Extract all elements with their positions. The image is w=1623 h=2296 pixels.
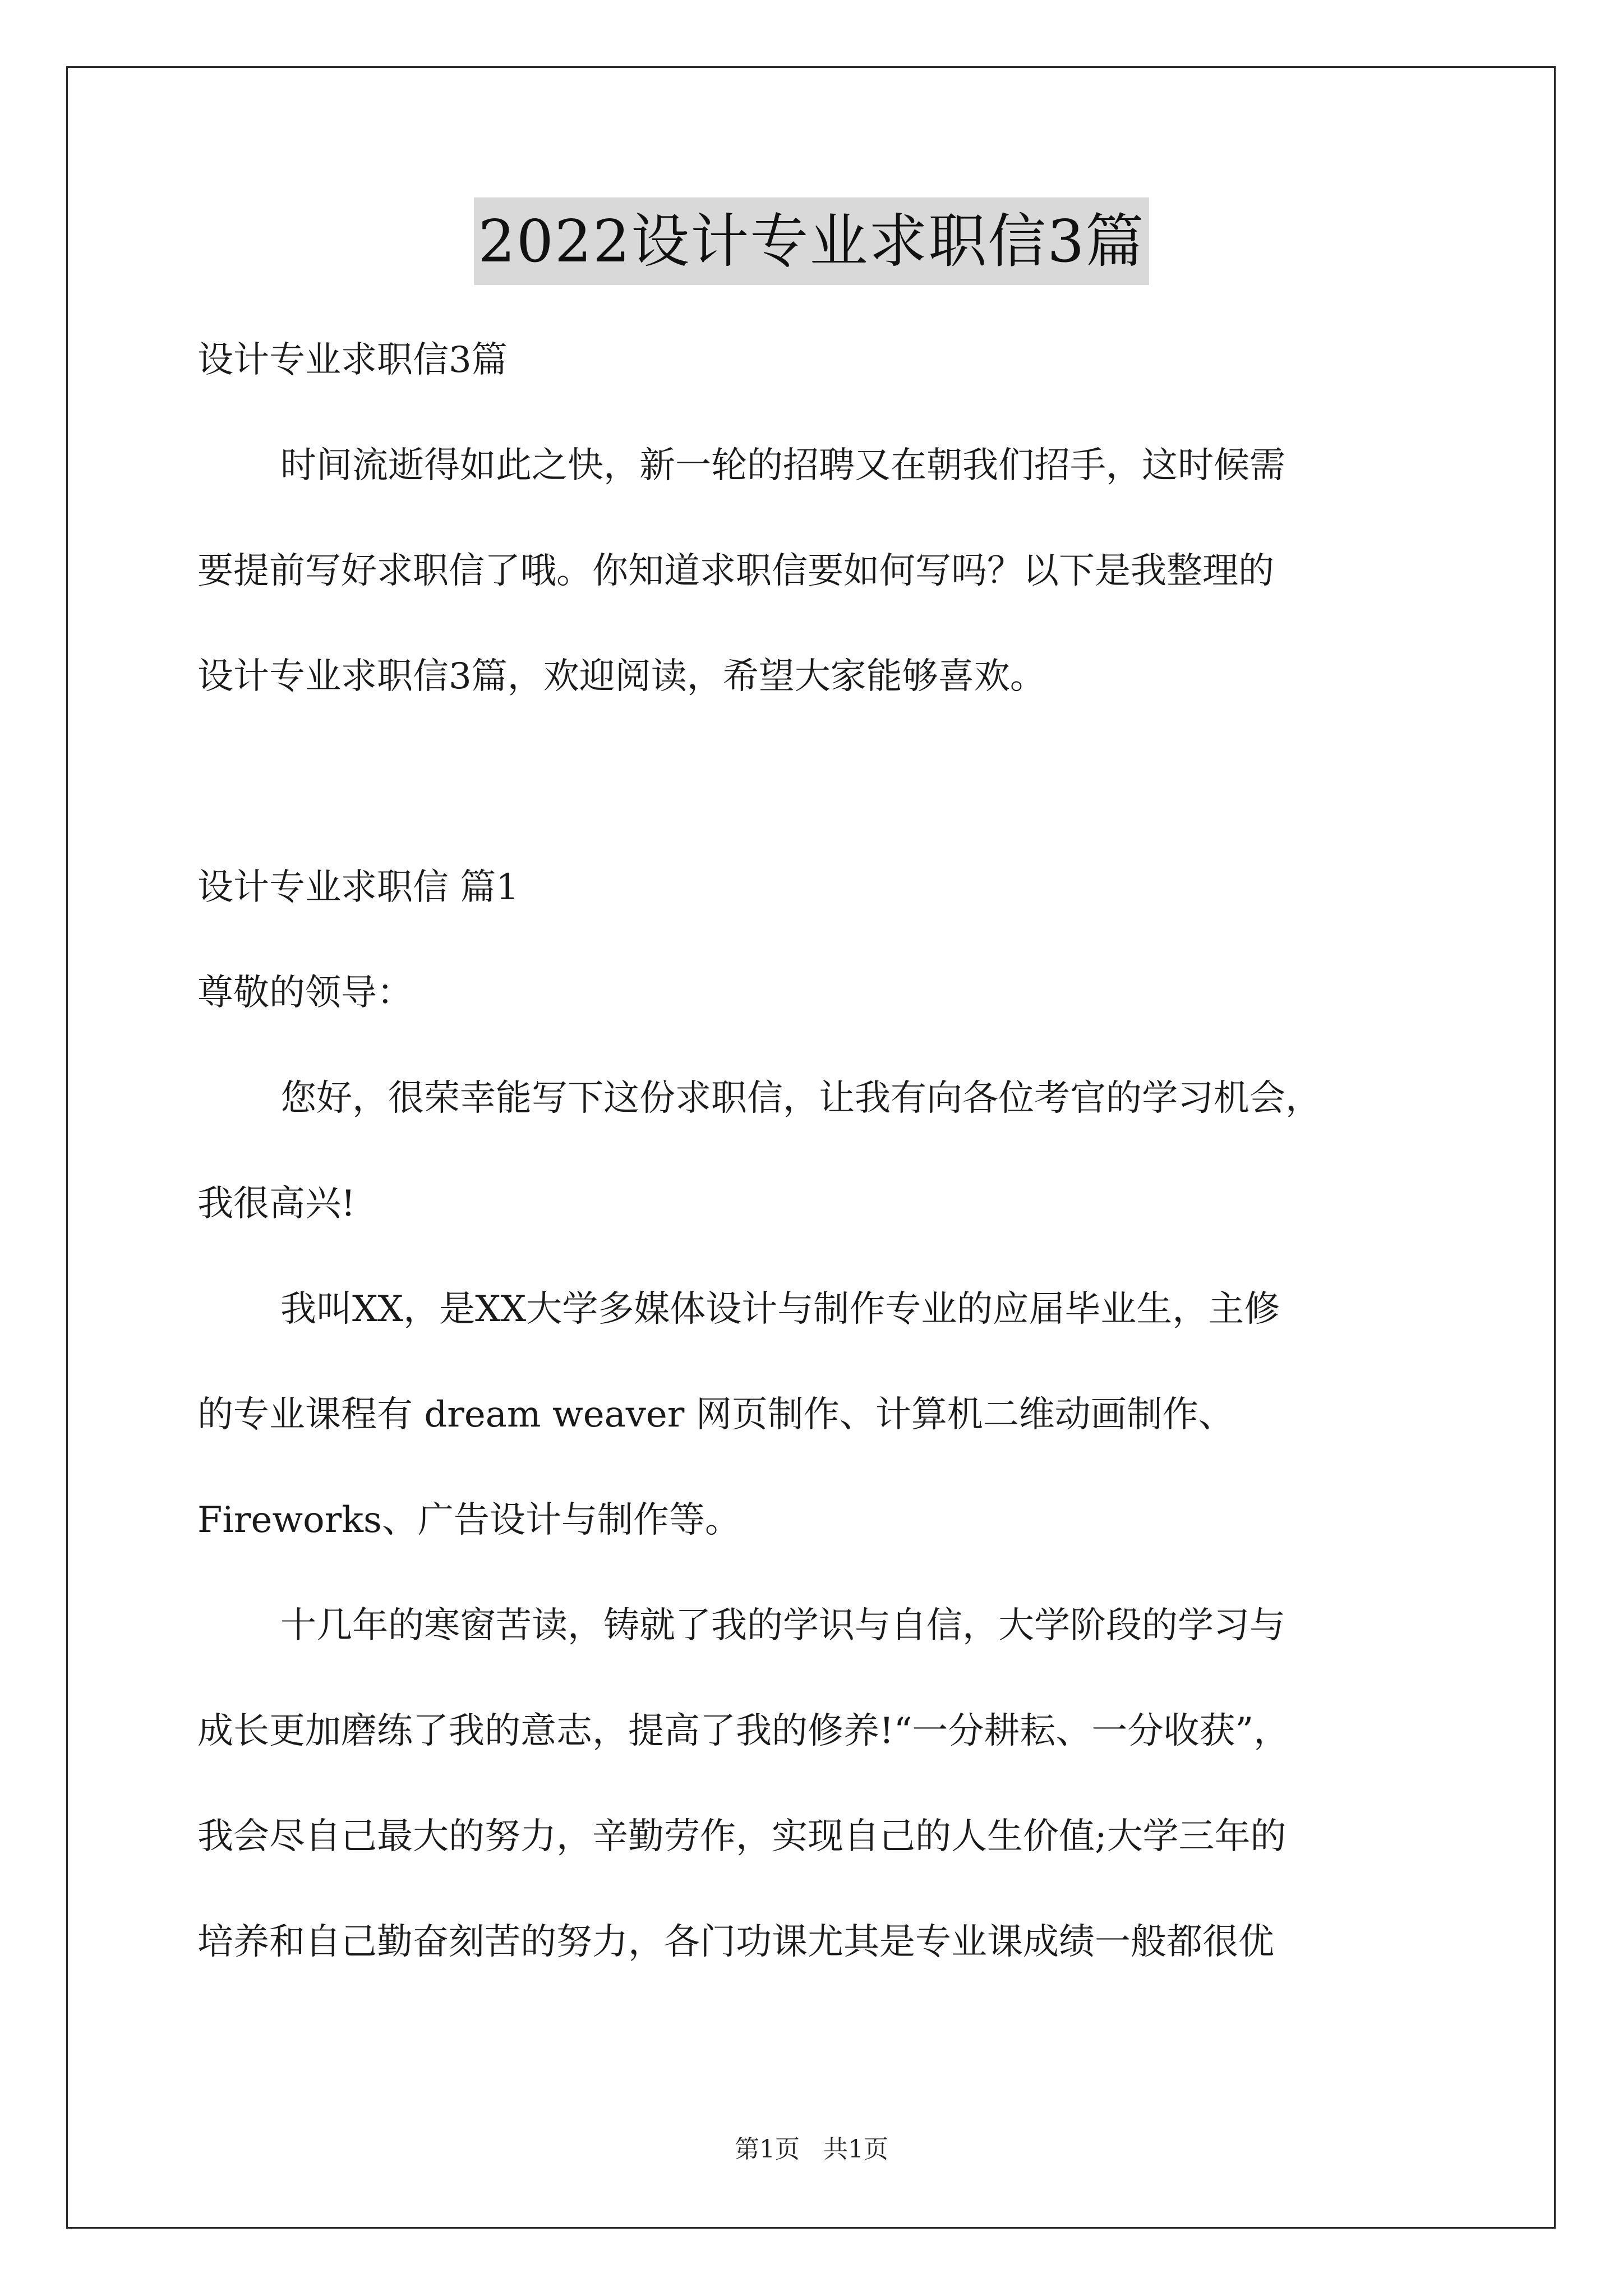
text-line: 我叫XX，是XX大学多媒体设计与制作专业的应届毕业生，主修 xyxy=(280,1289,1280,1330)
text-line: 十几年的寒窗苦读，铸就了我的学识与自信，大学阶段的学习与 xyxy=(280,1605,1285,1646)
text-line: 时间流逝得如此之快，新一轮的招聘又在朝我们招手，这时候需 xyxy=(280,445,1285,486)
text-line: 我很高兴! xyxy=(197,1183,356,1225)
text-line: 我会尽自己最大的努力，辛勤劳作，实现自己的人生价值;大学三年的 xyxy=(197,1816,1287,1857)
document-title: 2022设计专业求职信3篇 xyxy=(474,197,1150,285)
text-line: 您好，很荣幸能写下这份求职信，让我有向各位考官的学习机会， xyxy=(280,1078,1321,1119)
text-line: 设计专业求职信3篇，欢迎阅读，希望大家能够喜欢。 xyxy=(197,656,1046,697)
text-line: 成长更加磨练了我的意志，提高了我的修养!“一分耕耘、一分收获”， xyxy=(197,1710,1290,1752)
text-line: 设计专业求职信3篇 xyxy=(197,339,508,381)
title-container xyxy=(0,197,1623,285)
text-line: 设计专业求职信 篇1 xyxy=(197,867,519,908)
page-footer: 第1页 共1页 xyxy=(735,2135,888,2164)
blank-line xyxy=(197,729,1431,835)
text-line: 培养和自己勤奋刻苦的努力，各门功课尤其是专业课成绩一般都很优 xyxy=(197,1921,1274,1963)
text-line: 尊敬的领导： xyxy=(197,972,413,1014)
text-line: Fireworks、广告设计与制作等。 xyxy=(197,1499,741,1541)
text-line: 的专业课程有 dream weaver 网页制作、计算机二维动画制作、 xyxy=(197,1394,1234,1435)
document-body xyxy=(197,307,1431,1995)
text-line: 要提前写好求职信了哦。你知道求职信要如何写吗？以下是我整理的 xyxy=(197,550,1274,592)
